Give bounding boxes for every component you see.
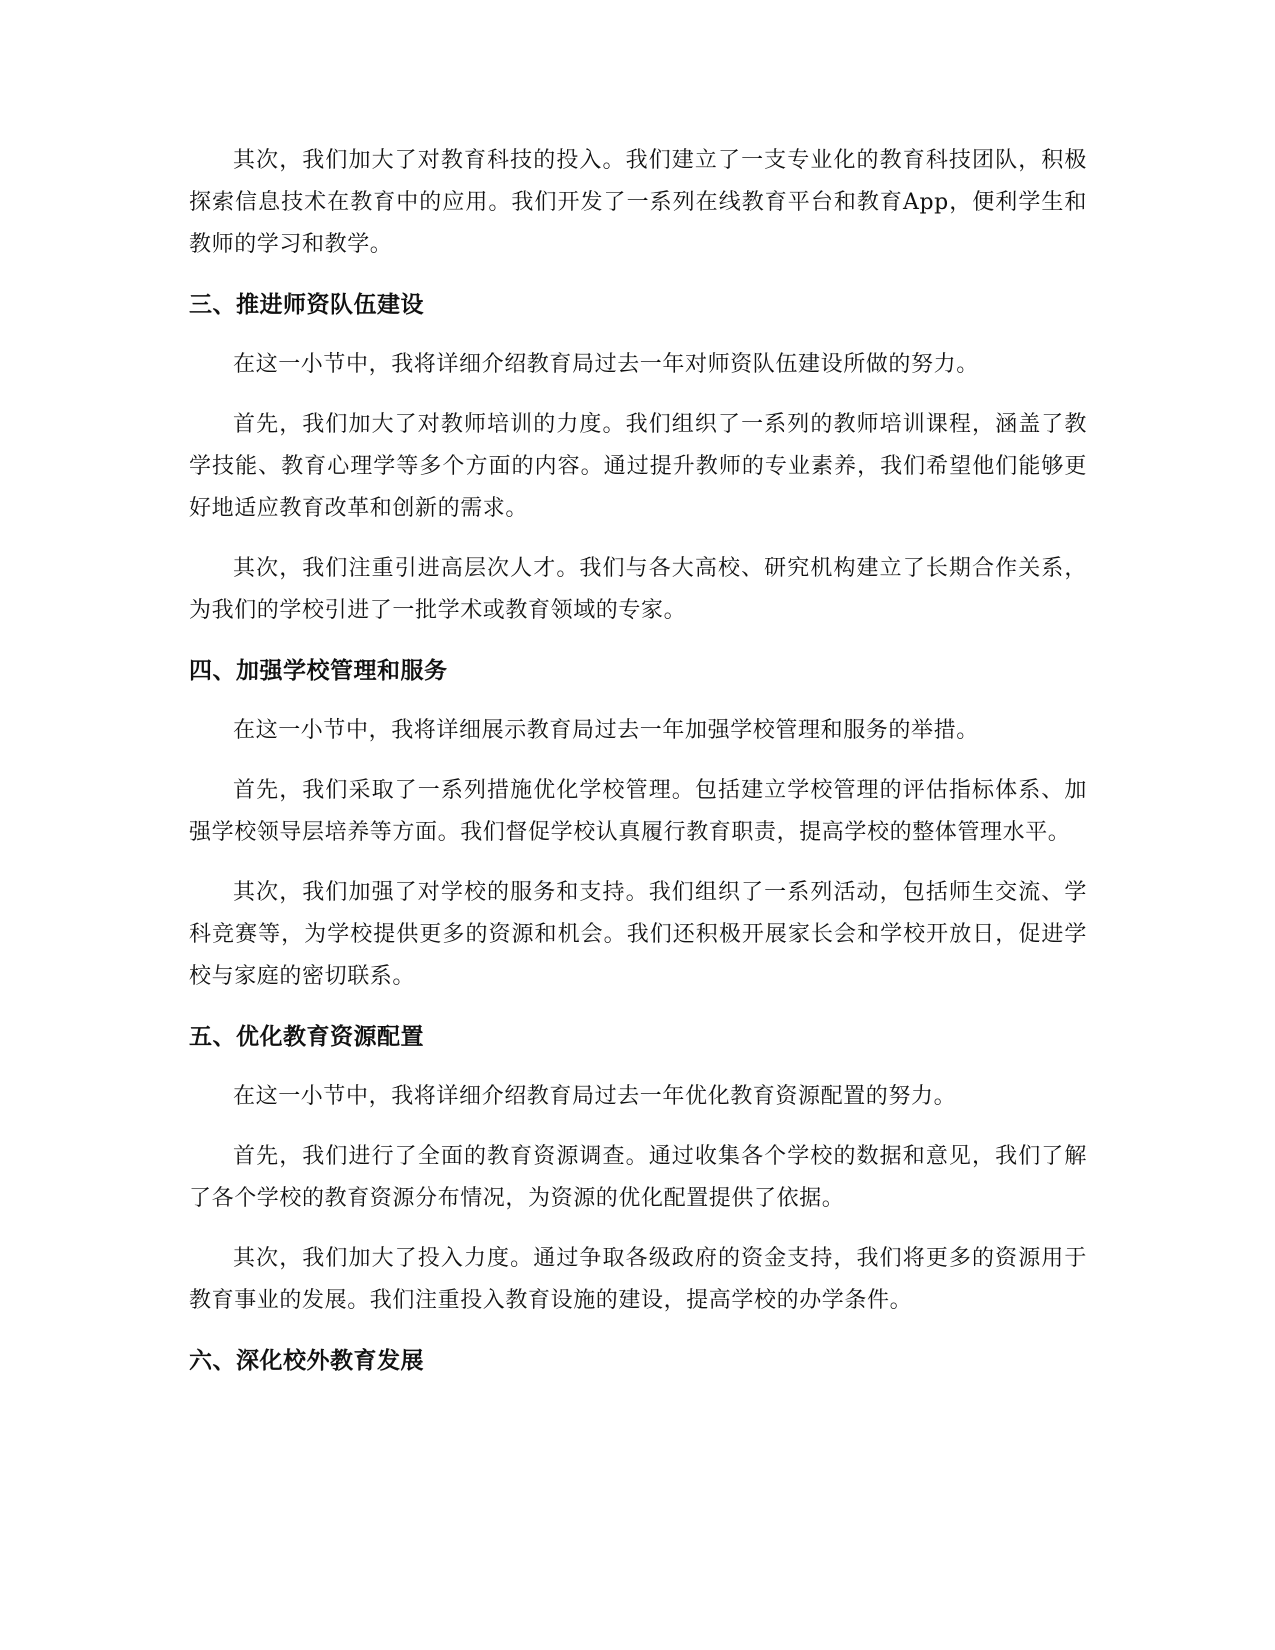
section-heading-extracurricular: 六、深化校外教育发展 xyxy=(189,1348,424,1374)
paragraph-management-intro: 在这一小节中，我将详细展示教育局过去一年加强学校管理和服务的举措。 xyxy=(233,718,979,743)
paragraph-edtech-investment: 其次，我们加大了对教育科技的投入。我们建立了一支专业化的教育科技团队，积极探索信息技术在教育中的应用。我们开发了一系列在线教育平台和教育App，便利学生和教师的学习和教学。 xyxy=(189,148,1087,257)
document-page xyxy=(189,140,1087,1400)
paragraph-management-optimization: 首先，我们采取了一系列措施优化学校管理。包括建立学校管理的评估指标体系、加强学校领导层培养等方面。我们督促学校认真履行教育职责，提高学校的整体管理水平。 xyxy=(189,778,1087,845)
paragraph-resource-survey: 首先，我们进行了全面的教育资源调查。通过收集各个学校的数据和意见，我们了解了各个学校的教育资源分布情况，为资源的优化配置提供了依据。 xyxy=(189,1144,1087,1211)
paragraph-school-services: 其次，我们加强了对学校的服务和支持。我们组织了一系列活动，包括师生交流、学科竞赛等，为学校提供更多的资源和机会。我们还积极开展家长会和学校开放日，促进学校与家庭的密切联系。 xyxy=(189,880,1087,989)
paragraph-investment: 其次，我们加大了投入力度。通过争取各级政府的资金支持，我们将更多的资源用于教育事业的发展。我们注重投入教育设施的建设，提高学校的办学条件。 xyxy=(189,1246,1087,1313)
section-heading-school-management: 四、加强学校管理和服务 xyxy=(189,658,448,684)
section-heading-teachers: 三、推进师资队伍建设 xyxy=(189,292,424,318)
paragraph-resources-intro: 在这一小节中，我将详细介绍教育局过去一年优化教育资源配置的努力。 xyxy=(233,1084,957,1109)
paragraph-teachers-intro: 在这一小节中，我将详细介绍教育局过去一年对师资队伍建设所做的努力。 xyxy=(233,352,979,377)
paragraph-teacher-training: 首先，我们加大了对教师培训的力度。我们组织了一系列的教师培训课程，涵盖了教学技能、教育心理学等多个方面的内容。通过提升教师的专业素养，我们希望他们能够更好地适应教育改革和创新的需求。 xyxy=(189,412,1087,521)
section-heading-resources: 五、优化教育资源配置 xyxy=(189,1024,424,1050)
paragraph-talent-recruitment: 其次，我们注重引进高层次人才。我们与各大高校、研究机构建立了长期合作关系，为我们的学校引进了一批学术或教育领域的专家。 xyxy=(189,556,1087,623)
